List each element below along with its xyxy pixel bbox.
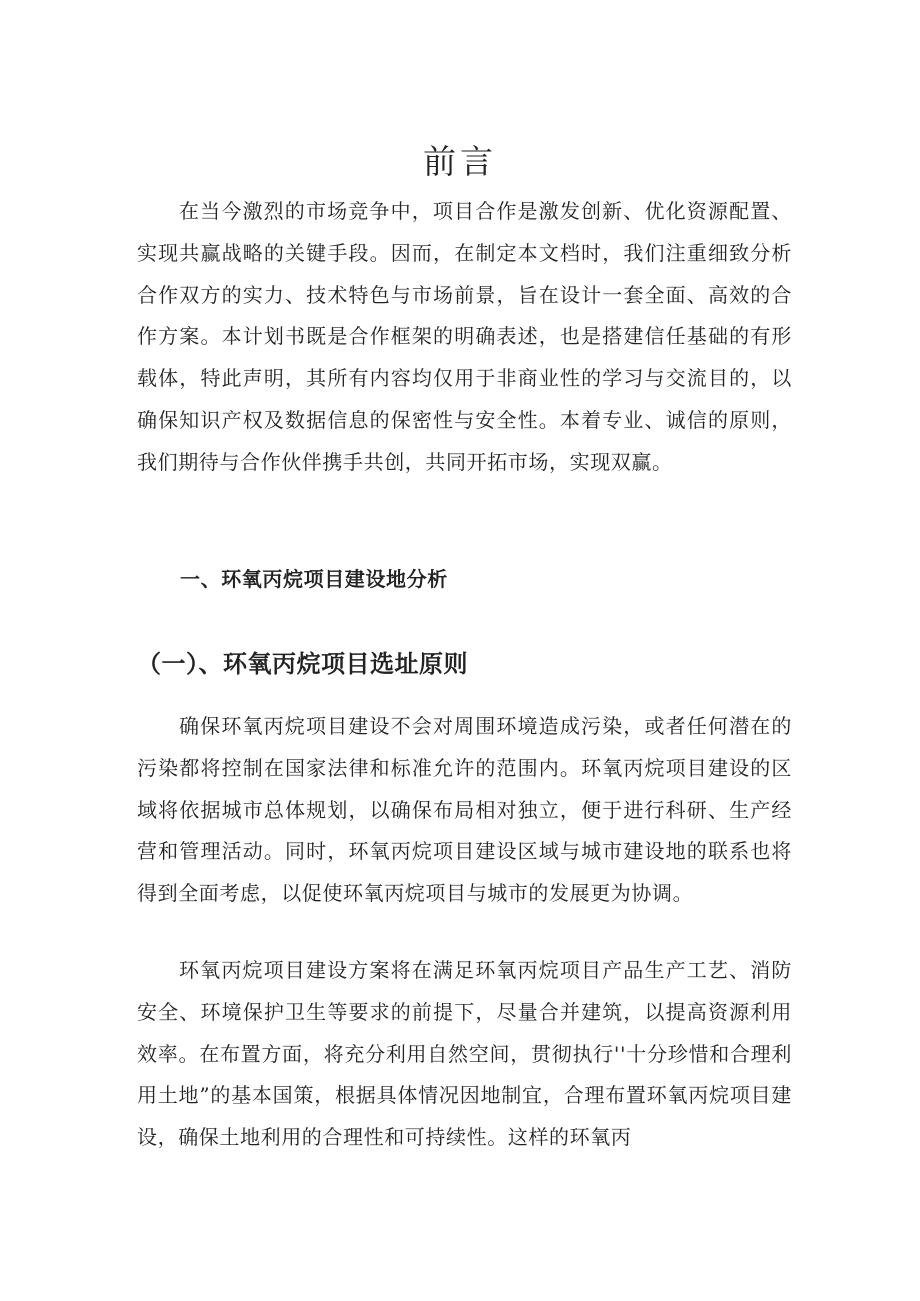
page-title: 前言: [423, 142, 497, 182]
body-paragraph-site-principles: 确保环氧丙烷项目建设不会对周围环境造成污染，或者任何潜在的污染都将控制在国家法律和标准允许的范围内。环氧丙烷项目建设的区域将依据城市总体规划，以确保布局相对独立，便于进行科研、生产经营和管理活动。同时，环氧丙烷项目建设区域与城市建设地的联系也将得到全面考虑，以促使环氧丙烷项目与城市的发展更为协调。: [137, 714, 792, 906]
body-paragraph-construction-plan: 环氧丙烷项目建设方案将在满足环氧丙烷项目产品生产工艺、消防安全、环境保护卫生等要求的前提下，尽量合并建筑，以提高资源利用效率。在布置方面，将充分利用自然空间，贯彻执行''十分珍惜和合理利用土地”的基本国策，根据具体情况因地制宜，合理布置环氧丙烷项目建设，确保土地利用的合理性和可持续性。这样的环氧丙: [137, 958, 792, 1150]
intro-paragraph: 在当今激烈的市场竞争中，项目合作是激发创新、优化资源配置、实现共赢战略的关键手段。因而，在制定本文档时，我们注重细致分析合作双方的实力、技术特色与市场前景，旨在设计一套全面、高效的合作方案。本计划书既是合作框架的明确表述，也是搭建信任基础的有形载体，特此声明，其所有内容均仅用于非商业性的学习与交流目的，以确保知识产权及数据信息的保密性与安全性。本着专业、诚信的原则，我们期待与合作伙伴携手共创，共同开拓市场，实现双赢。: [137, 199, 792, 474]
section-heading: 一、环氧丙烷项目建设地分析: [180, 567, 448, 591]
subsection-heading: （一）、环氧丙烷项目选址原则: [137, 649, 468, 678]
